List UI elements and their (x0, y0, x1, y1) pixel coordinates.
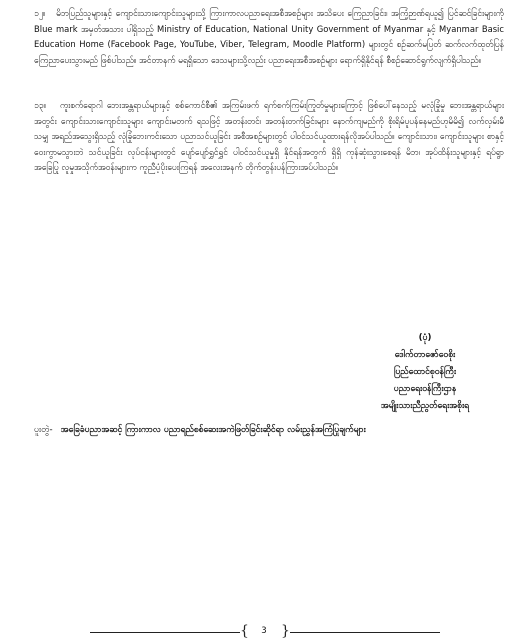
signatory-title: ပြည်ထောင်စုဝန်ကြီး (393, 367, 457, 377)
signatory-ministry: ပညာရေးဝန်ကြီးဌာန (393, 384, 457, 394)
page-number: 3 (261, 626, 267, 636)
paragraph-number: ၁၂။ (34, 8, 46, 18)
paragraph-13 (34, 98, 504, 176)
footer-rule-left (90, 632, 240, 633)
paragraph-text: မိဘပြည်သူများနှင့် ကျောင်းသားကျောင်းသူများသို့ ကြားကာလပညာရေးအစီအစဉ်များ အသိပေး ကြေညာခြင်း၊ အကြံ့ဉာဏ်ရယူ၍ ပြင်ဆင်ခြင်းများကို Blue mark အမှတ်အသား ပါရှိသည့် Ministry of Education, National Unity Government of Myanmar နှင့် Myanmar Basic Education Home (Facebook Page, YouTube, Viber, Telegram, Moodle Platform) များတွင် စဉ်ဆက်မပြတ် ဆက်လက်ထုတ်ပြန် ကြေညာပေးသွားမည် ဖြစ်ပါသည်။ အင်တာနက် မရရှိသော ဒေသများသို့လည်း ပညာရေးအစီအစဉ်များ ရောက်ရှိနိုင်ရန် စီစဉ်ဆောင်ရွက်လျက်ရှိပါသည်။ (34, 8, 504, 65)
signature-block (350, 330, 500, 415)
footer-brace-left: { (240, 623, 249, 639)
signature-seal: (ပုံ) (418, 333, 432, 343)
footer-rule-right (290, 632, 440, 633)
attachment-title: အခြေခံပညာအဆင့် ကြားကာလ ပညာရည်စစ်ဆေးအကဲဖြတ်ခြင်းဆိုင်ရာ လမ်းညွှန်အကြံပြုချက်များ (60, 425, 366, 435)
page-footer (0, 620, 530, 640)
signatory-name: ဒေါက်တာဇော်ဝေစိုး (394, 350, 456, 360)
attachment-label: ပူးတွဲ- (34, 425, 53, 435)
paragraph-12 (34, 6, 504, 68)
signatory-government: အမျိုးသားညီညွတ်ရေးအစိုးရ (380, 401, 470, 411)
paragraph-number: ၁၃။ (34, 100, 46, 110)
paragraph-text: ကူးစက်ရောဂါ ဘေးအန္တရာယ်များနှင့် စစ်ကောင်စီ၏ အကြမ်းဖက် ရက်စက်ကြမ်းကြုတ်မှုများကြောင့် ဖြစ်ပေါ်နေသည့် မလုံခြုံမှု ဘေးအန္တရာယ်များအတွင်း ကျောင်းသားကျောင်းသူများ ကျောင်းမတက် ရသဖြင့် အတန်းတင်၊ အတန်းတက်ခြင်းများ နောက်ကျမည်ကို စိုးရိမ်ပူပန်နေမည်ဟုမိမိ၍ လက်လှမ်းမီသမျှ အရည်အသွေးရှိသည့် လုံခြုံဘေးကင်းသော ပညာသင်ယူခြင်း အစီအစဉ်များတွင် ပါဝင်သင်ယူထားရန်လိုအပ်ပါသည်။ ကျောင်းသား၊ ကျောင်းသူများ စာနှင့်ဝေးကွာမသွားဘဲ သင်ယူခြင်း လုပ်ငန်းများတွင် ပျော်ပျော်ရွှင်ရွှင် ပါဝင်သင်ယူမှုရှိ နိုင်ရန်အတွက် ရှိရှိ ကုန်ဆုံးသွားစေရန် မိဘ၊ အုပ်ထိန်းသူများနှင့် ရပ်ရွာအခြေပြု လူမှုအသိုက်အဝန်းများက ကူညီပံ့ပိုးပေးကြရန် အလေးအနက် တိုက်တွန်းပန်ကြားအပ်ပါသည်။ (34, 100, 504, 172)
attachment-line (34, 423, 504, 437)
footer-brace-right: } (281, 623, 290, 639)
